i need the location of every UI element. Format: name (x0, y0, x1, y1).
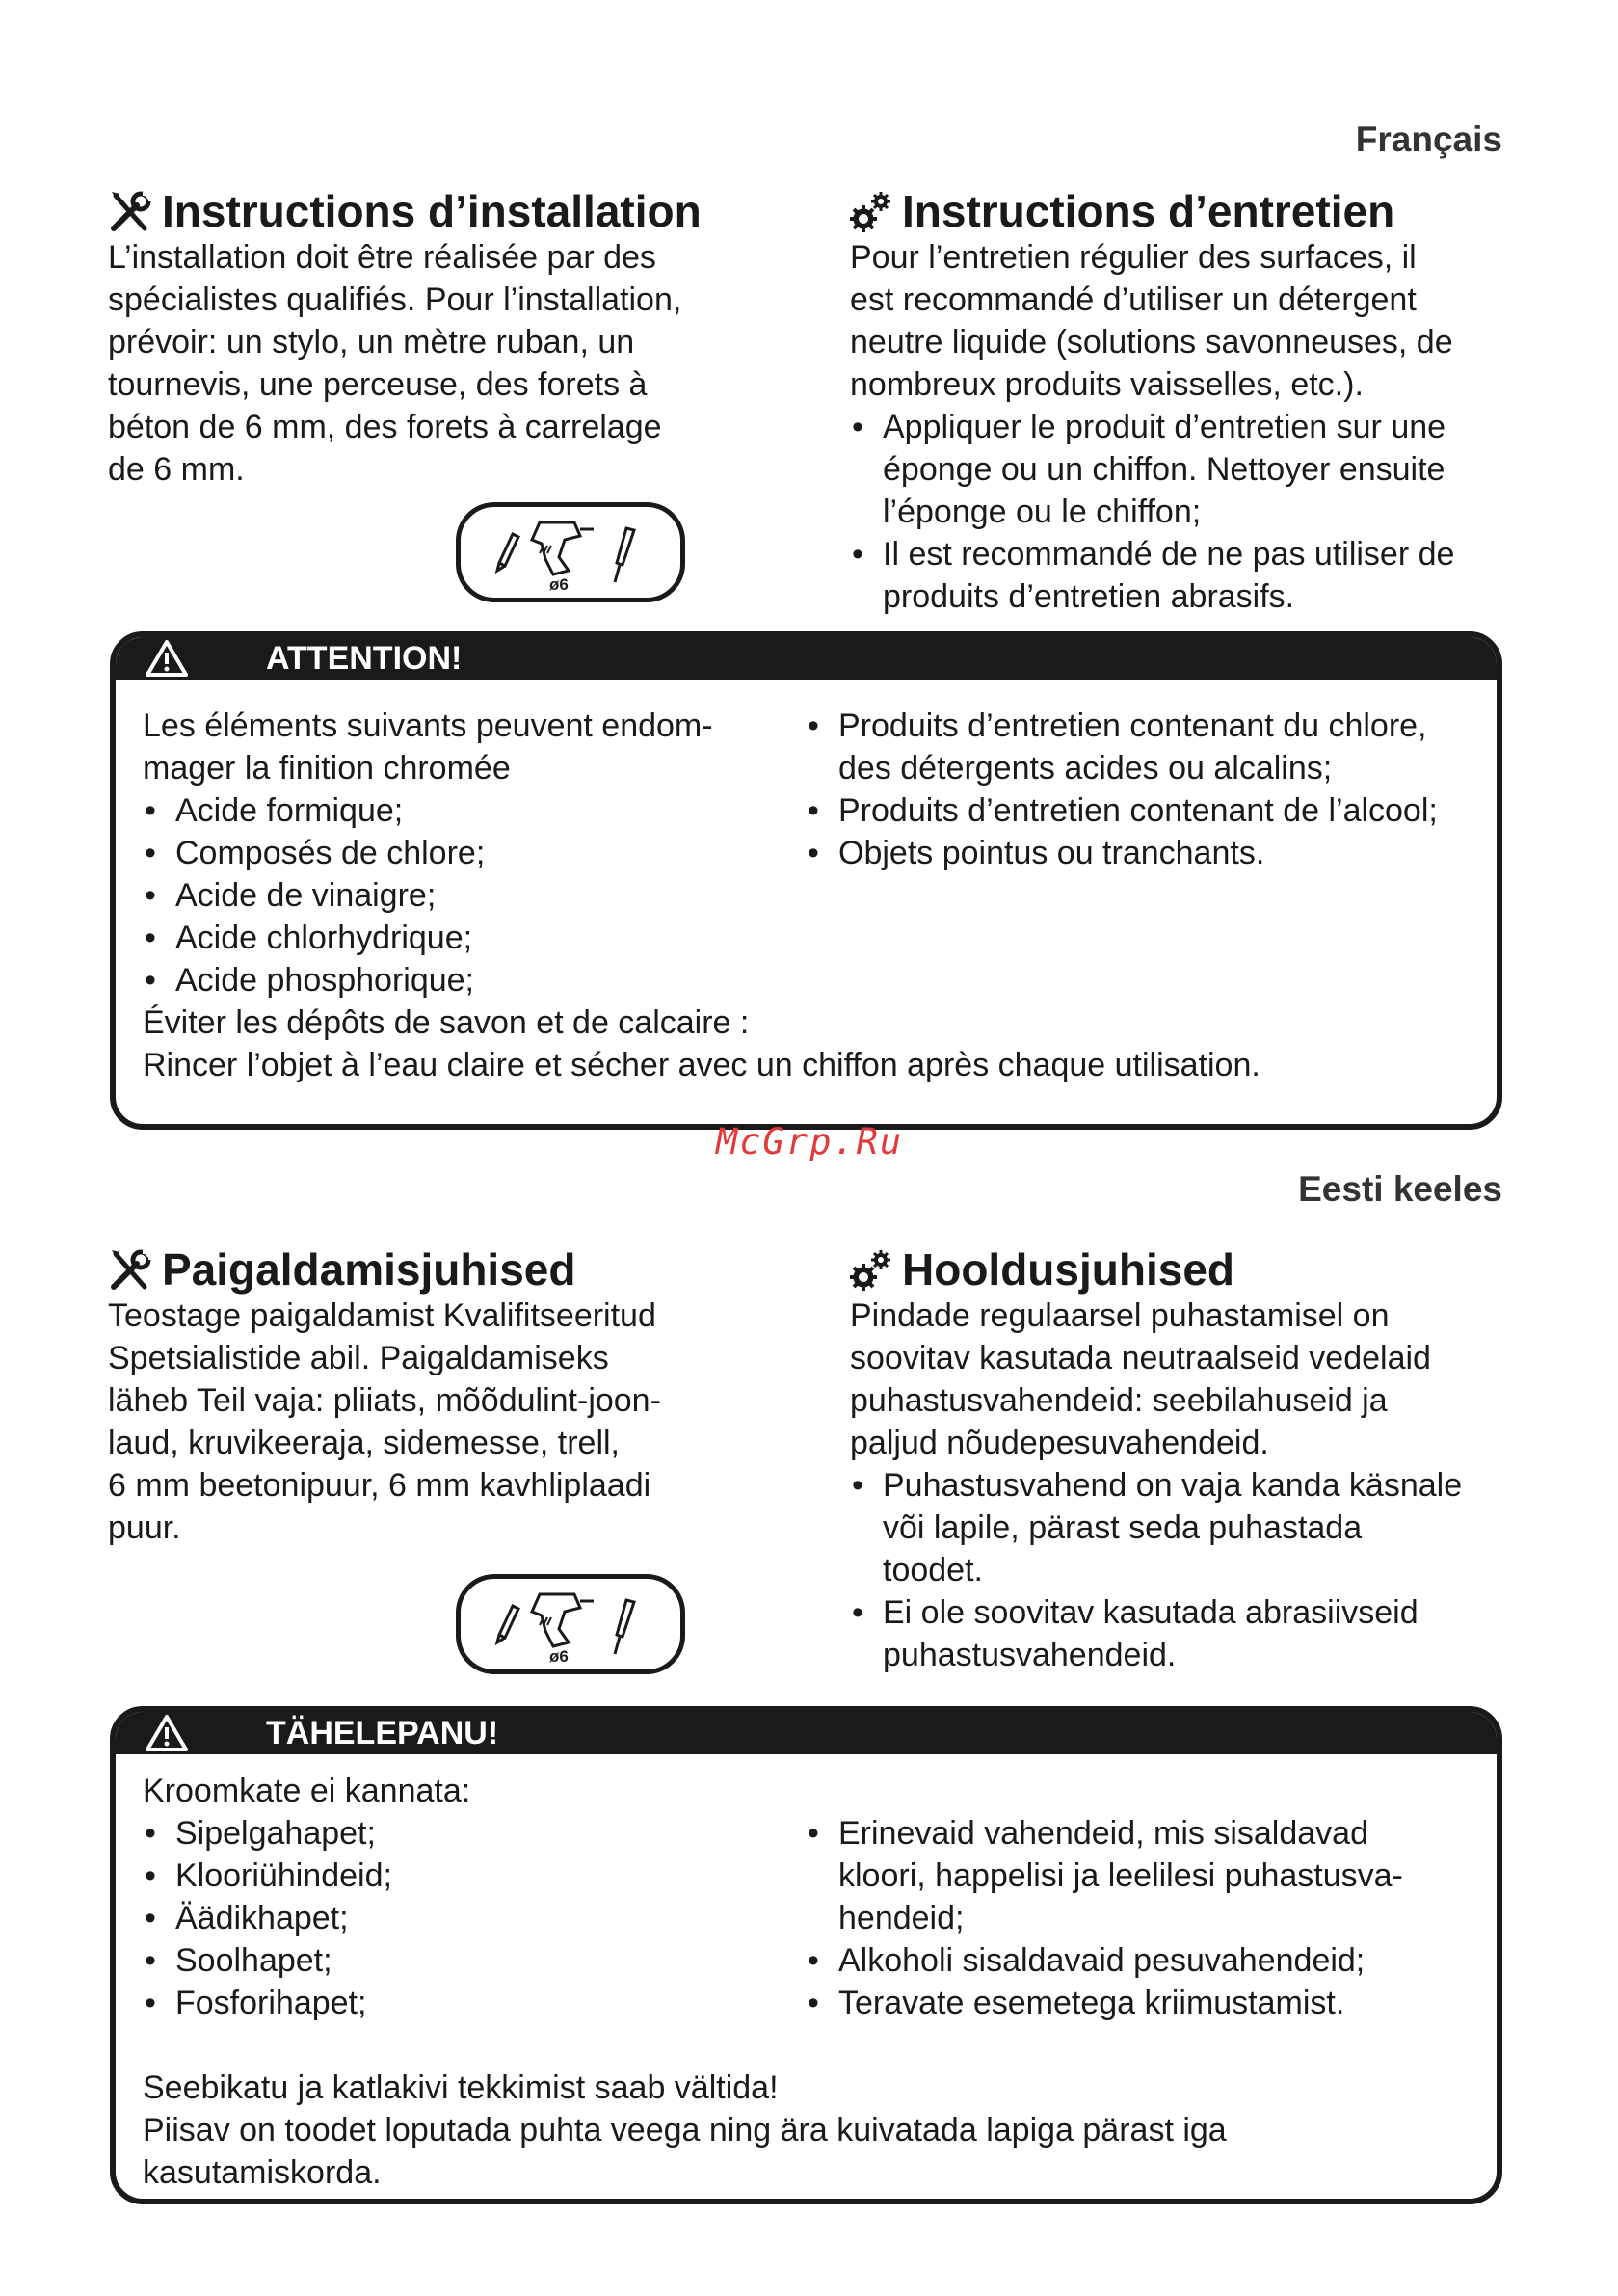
care-text-fr: Pour l’entretien régulier des surfaces, il est recommandé d’utiliser un détergent neutre liquide (solutions savonneuses, de nombreux produits vaisselles, etc.). (850, 239, 1453, 403)
care-title-fr: Instructions d’entretien (902, 186, 1395, 236)
warning-right-list-et (806, 1812, 1403, 2024)
list-item: • Alkoholi sisaldavaid pesuvahendeid; (806, 1939, 1403, 1982)
screwdriver-icon (615, 1600, 634, 1654)
list-item: • Äädikhapet; (143, 1897, 392, 1939)
list-item: • Composés de chlore; (143, 832, 485, 874)
wrench-screwdriver-icon (108, 190, 152, 234)
care-heading-et (848, 1243, 1234, 1295)
install-title-fr: Instructions d’installation (162, 186, 702, 236)
tools-box-et (456, 1574, 685, 1674)
list-item: • Acide phosphorique; (143, 959, 485, 1001)
care-bullets-fr (850, 406, 1454, 618)
care-title-et: Hooldusjuhised (902, 1244, 1234, 1295)
list-item: • Erinevaid vahendeid, mis sisaldavad kloori, happelisi ja leelilesi puhastusva- hendeid; (806, 1812, 1403, 1939)
list-item: • Il est recommandé de ne pas utiliser de produits d’entretien abrasifs. (850, 533, 1454, 618)
list-item: • Puhastusvahend on vaja kanda käsnale või lapile, pärast seda puhastada toodet. (850, 1464, 1462, 1591)
warning-left-list-fr (143, 789, 485, 1001)
warning-footer-et: Seebikatu ja katlakivi tekkimist saab vältida! Piisav on toodet loputada puhta veega ning ära kuivatada lapiga pärast iga kasutamiskorda. (143, 2069, 1227, 2191)
tools-box-fr (456, 502, 685, 602)
care-text-et: Pindade regulaarsel puhastamisel on soovitav kasutada neutraalseid vedelaid puhastusvahendeid: seebilahuseid ja paljud nõudepesuvahendeid. (850, 1297, 1431, 1461)
install-heading-et (108, 1243, 575, 1295)
watermark: McGrp.Ru (716, 1121, 904, 1162)
list-item: • Klooriühindeid; (143, 1855, 392, 1897)
list-item: • Ei ole soovitav kasutada abrasiivseid puhastusvahendeid. (850, 1591, 1462, 1676)
warning-triangle-icon (145, 1714, 189, 1752)
gears-icon (848, 1248, 892, 1293)
warning-header-fr (116, 637, 1497, 680)
care-bullets-et (850, 1464, 1462, 1676)
warning-intro-et: Kroomkate ei kannata: (143, 1773, 471, 1809)
warning-right-list-fr (806, 705, 1438, 874)
screwdriver-icon (615, 528, 634, 582)
list-item: • Produits d’entretien contenant de l’alcool; (806, 789, 1438, 832)
list-item: • Produits d’entretien contenant du chlore, des détergents acides ou alcalins; (806, 705, 1438, 789)
install-text-et: Teostage paigaldamist Kvalifitseeritud Spetsialistide abil. Paigaldamiseks läheb Teil vaja: pliiats, mõõdulint-joon- laud, kruvikeeraja, sidemesse, trell, 6 mm beetonipuur, 6 mm kavhliplaadi puur. (108, 1297, 661, 1546)
care-heading-fr (848, 185, 1394, 237)
warning-title-et: TÄHELEPANU! (266, 1715, 499, 1751)
warning-header-et (116, 1712, 1497, 1754)
gears-icon (848, 190, 892, 234)
list-item: • Teravate esemetega kriimustamist. (806, 1982, 1403, 2024)
warning-box-fr (110, 631, 1502, 1130)
wrench-screwdriver-icon (108, 1248, 152, 1293)
pencil-icon (497, 534, 518, 571)
tools-size-label-et: ø6 (549, 1647, 569, 1666)
language-label-fr: Français (1355, 120, 1502, 159)
list-item: • Acide de vinaigre; (143, 874, 485, 917)
list-item: • Acide formique; (143, 789, 485, 832)
warning-title-fr: ATTENTION! (266, 640, 463, 677)
drill-icon (532, 522, 594, 574)
list-item: • Acide chlorhydrique; (143, 917, 485, 959)
list-item: • Sipelgahapet; (143, 1812, 392, 1855)
list-item: • Soolhapet; (143, 1939, 392, 1982)
list-item: • Fosforihapet; (143, 1982, 392, 2024)
list-item: • Appliquer le produit d’entretien sur une éponge ou un chiffon. Nettoyer ensuite l’éponge ou le chiffon; (850, 406, 1454, 533)
install-text-fr: L’installation doit être réalisée par des spécialistes qualifiés. Pour l’installation, prévoir: un stylo, un mètre ruban, un tournevis, une perceuse, des forets à béton de 6 mm, des forets à carrelage de 6 mm. (108, 239, 682, 488)
tools-size-label-fr: ø6 (549, 575, 569, 594)
warning-box-et (110, 1706, 1502, 2204)
warning-intro-fr: Les éléments suivants peuvent endom- mager la finition chromée (143, 707, 713, 787)
warning-triangle-icon (145, 639, 189, 678)
list-item: • Objets pointus ou tranchants. (806, 832, 1438, 874)
warning-footer-fr: Éviter les dépôts de savon et de calcaire : Rincer l’objet à l’eau claire et sécher avec un chiffon après chaque utilisation. (143, 1004, 1260, 1083)
language-label-et: Eesti keeles (1298, 1169, 1502, 1209)
install-heading-fr (108, 185, 702, 237)
install-title-et: Paigaldamisjuhised (162, 1244, 576, 1295)
drill-icon (532, 1594, 594, 1646)
pencil-icon (497, 1606, 518, 1642)
warning-left-list-et (143, 1812, 392, 2024)
